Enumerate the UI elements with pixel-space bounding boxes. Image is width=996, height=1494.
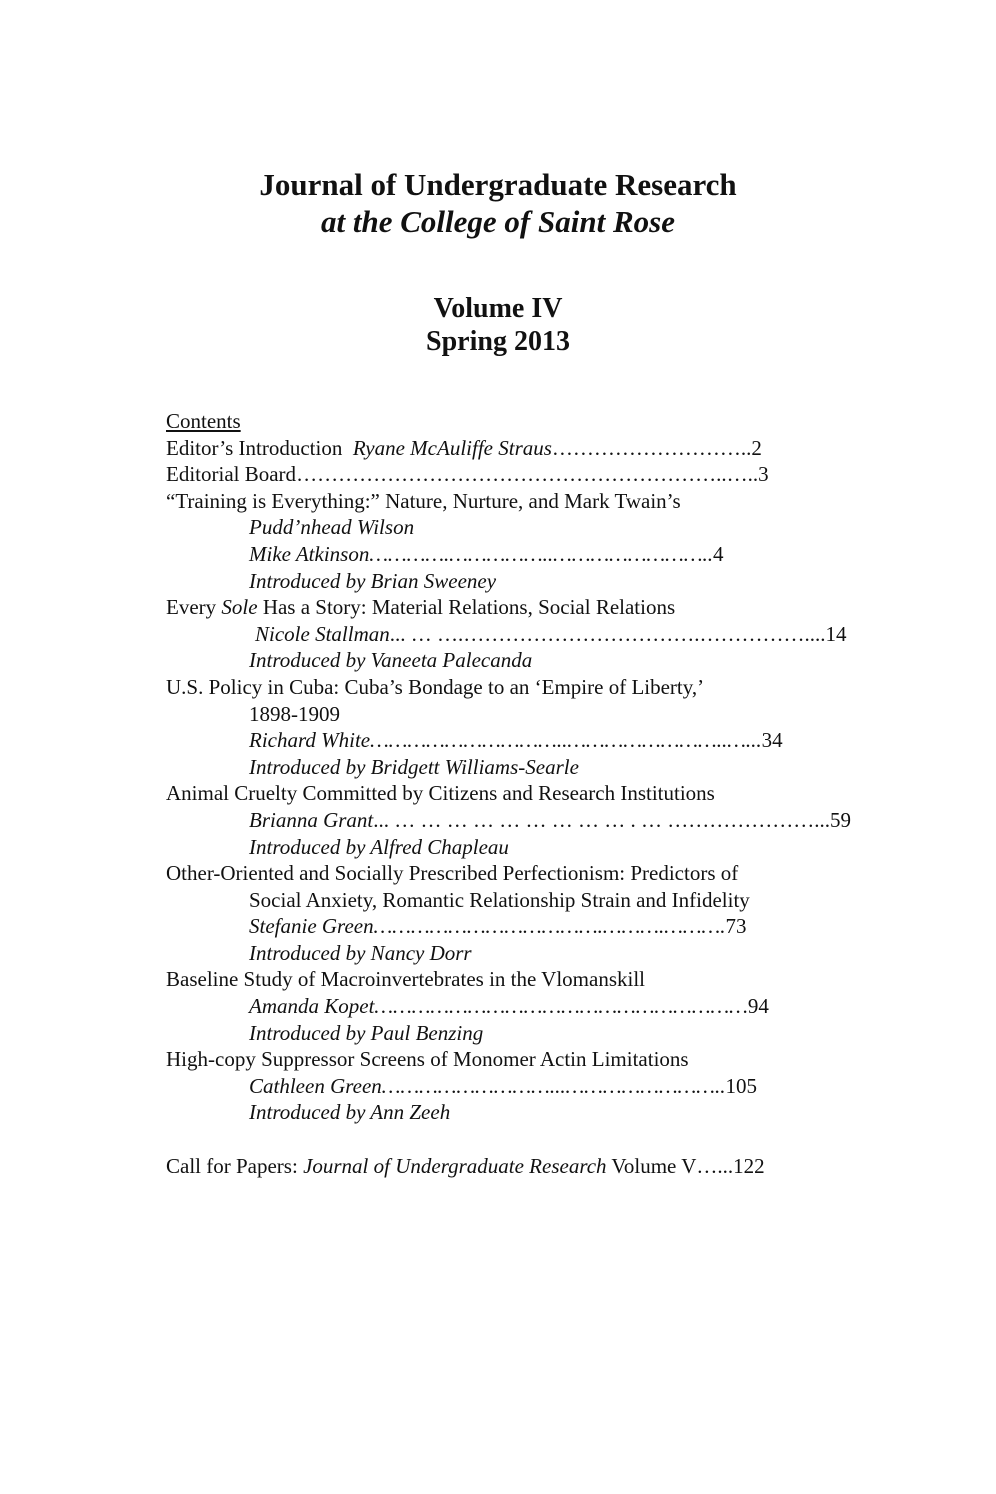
toc-entry-label: Editorial Board (166, 462, 297, 487)
toc-page-number: 94 (747, 994, 769, 1019)
toc-article-author-line (166, 727, 830, 754)
toc-article-title: Animal Cruelty Committed by Citizens and Research Institutions (166, 781, 715, 806)
toc-entry-editors-introduction (166, 435, 830, 462)
toc-page-number: 34 (761, 728, 783, 753)
toc-leader: ……………………………….……….………. (373, 914, 726, 939)
toc-entry-author: Amanda Kopet (249, 994, 375, 1019)
toc-article-title (166, 594, 830, 621)
toc-article-author-line (166, 621, 847, 648)
contents-heading: Contents (166, 409, 241, 433)
table-of-contents (166, 408, 852, 1179)
toc-page-number: 2 (751, 435, 762, 460)
toc-article-introducer: Introduced by Bridgett Williams-Searle (249, 754, 579, 779)
toc-article-introducer: Introduced by Vaneeta Palecanda (249, 648, 533, 673)
toc-article-introducer: Introduced by Nancy Dorr (249, 940, 472, 965)
volume-number: Volume IV (433, 293, 563, 324)
toc-article-title: U.S. Policy in Cuba: Cuba’s Bondage to an ‘Empire of Liberty,’ (166, 674, 705, 699)
journal-title-line1: Journal of Undergraduate Research (259, 167, 737, 202)
toc-leader: …………………………………………………… (374, 994, 748, 1019)
toc-title-part: Every (166, 595, 222, 620)
toc-title-part: Has a Story: Material Relations, Social Relations (257, 595, 676, 620)
toc-volume-label: Volume V (606, 1153, 697, 1178)
toc-article-title: High-copy Suppressor Screens of Monomer Actin Limitations (166, 1047, 689, 1072)
toc-entry-author: Richard White (249, 728, 371, 753)
toc-entry-label: Call for Papers: (166, 1153, 304, 1178)
toc-page-number: 14 (825, 621, 847, 646)
toc-article-title-continued: Social Anxiety, Romantic Relationship Strain and Infidelity (249, 887, 750, 912)
toc-article-introducer: Introduced by Alfred Chapleau (249, 834, 509, 859)
journal-title (0, 166, 996, 240)
toc-entry-author: Brianna Grant (249, 807, 374, 832)
toc-article-author-line (166, 807, 852, 834)
toc-entry-author: Nicole Stallman (255, 621, 390, 646)
toc-article-introducer: Introduced by Brian Sweeney (249, 568, 497, 593)
toc-page-number: 73 (725, 914, 747, 939)
toc-page-number: 4 (713, 541, 724, 566)
toc-page-number: 3 (758, 462, 769, 487)
journal-title-line2: at the College of Saint Rose (321, 204, 675, 239)
toc-article-introducer: Introduced by Paul Benzing (249, 1020, 484, 1045)
volume-info (0, 292, 996, 358)
toc-page-number: 122 (733, 1153, 765, 1178)
toc-entry-label: Editor’s Introduction (166, 435, 343, 460)
toc-entry-editorial-board (166, 461, 830, 488)
toc-spacer (166, 1126, 830, 1153)
toc-leader: …... (696, 1153, 734, 1178)
toc-entry-call-for-papers (166, 1153, 830, 1180)
toc-article-author-line (166, 913, 830, 940)
toc-article-introducer: Introduced by Ann Zeeh (249, 1100, 451, 1125)
toc-entry-author: Ryane McAuliffe Straus (352, 435, 552, 460)
toc-article-title-continued: 1898-1909 (249, 701, 340, 726)
toc-leader: ……………………………………………………..….. (296, 462, 759, 487)
toc-article-author-line (166, 993, 830, 1020)
toc-leader: ... … … … … … … … … … . … …………………... (373, 807, 831, 832)
toc-article-title: Baseline Study of Macroinvertebrates in the Vlomanskill (166, 967, 646, 992)
toc-article-title: Other-Oriented and Socially Prescribed Perfectionism: Predictors of (166, 861, 739, 886)
toc-entry-author: Stefanie Green (249, 914, 374, 939)
toc-article-author-line (166, 1073, 830, 1100)
toc-article-title: “Training is Everything:” Nature, Nurture, and Mark Twain’s (166, 488, 681, 513)
toc-leader: ………………………...…………………….. (381, 1073, 726, 1098)
toc-leader: ……………………….. (551, 435, 752, 460)
toc-leader: …………………………..……………………..…... (370, 728, 762, 753)
toc-leader: ………….……………..…………………….. (369, 541, 714, 566)
toc-page-number: 105 (725, 1073, 757, 1098)
toc-entry-author: Cathleen Green (249, 1073, 382, 1098)
toc-article-title-italic: Pudd’nhead Wilson (249, 515, 415, 540)
toc-entry-author: Mike Atkinson (249, 541, 370, 566)
toc-journal-name: Journal of Undergraduate Research (303, 1153, 607, 1178)
toc-title-italic-part: Sole (221, 595, 258, 620)
toc-page-number: 59 (830, 807, 852, 832)
toc-leader: ... … ….…………………………….…………….... (389, 621, 826, 646)
toc-article-author-line (166, 541, 830, 568)
issue-season: Spring 2013 (426, 326, 570, 357)
